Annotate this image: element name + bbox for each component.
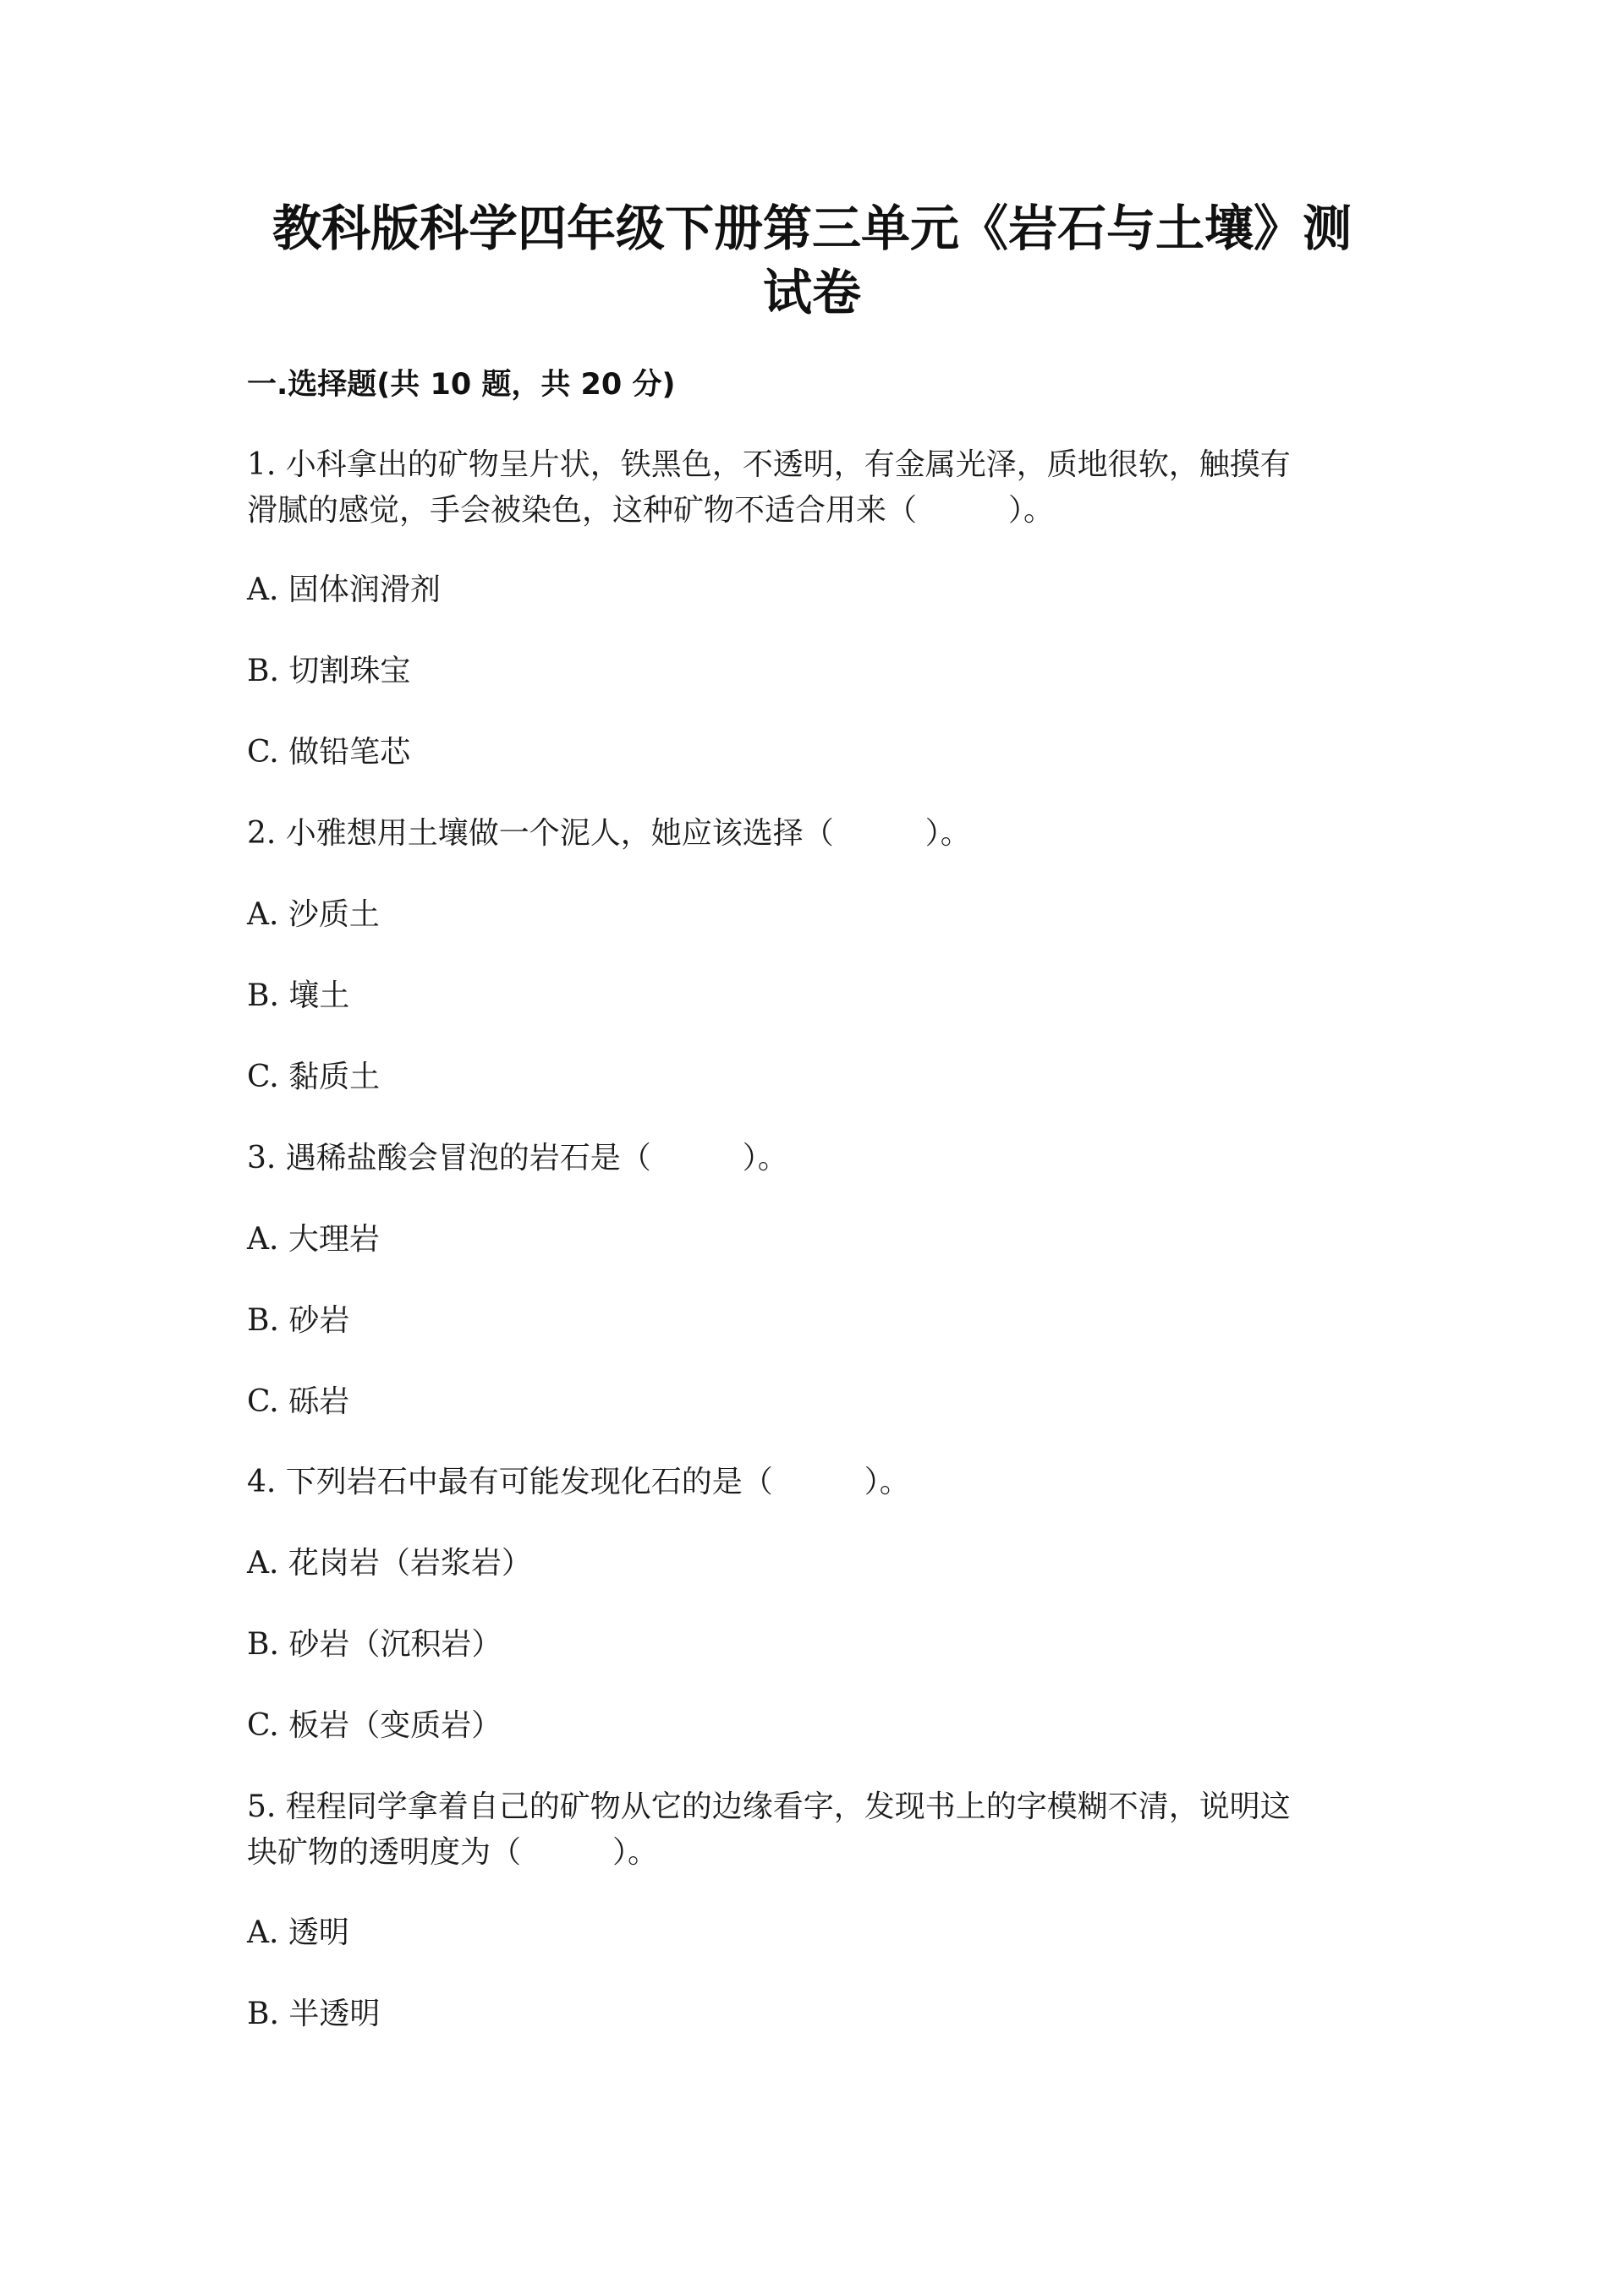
- question-2-stem: 2. 小雅想用土壤做一个泥人，她应该选择（ ）。: [247, 816, 971, 851]
- title-line-2: 试卷: [762, 264, 861, 321]
- question-3-option-b: B. 砂岩: [247, 1303, 350, 1338]
- question-1-option-a: A. 固体润滑剂: [247, 573, 441, 607]
- question-4-stem: 4. 下列岩石中最有可能发现化石的是（ ）。: [247, 1465, 910, 1499]
- question-3-option-c: C. 砾岩: [247, 1384, 350, 1419]
- question-5-stem-line-1: 5. 程程同学拿着自己的矿物从它的边缘看字，发现书上的字模糊不清，说明这: [247, 1789, 1291, 1824]
- question-4-option-c: C. 板岩（变质岩）: [247, 1708, 502, 1743]
- question-5-option-a: A. 透明: [247, 1915, 349, 1950]
- question-3-stem: 3. 遇稀盐酸会冒泡的岩石是（ ）。: [247, 1141, 788, 1175]
- page-title: [169, 196, 1455, 325]
- question-5-stem-line-2: 块矿物的透明度为（ ）。: [247, 1835, 659, 1870]
- question-1-stem-line-1: 1. 小科拿出的矿物呈片状，铁黑色，不透明，有金属光泽，质地很软，触摸有: [247, 447, 1291, 482]
- question-2-option-a: A. 沙质土: [247, 897, 380, 932]
- title-line-1: 教科版科学四年级下册第三单元《岩石与土壤》测: [272, 200, 1352, 257]
- question-5-option-b: B. 半透明: [247, 1997, 381, 2031]
- question-2-option-c: C. 黏质土: [247, 1060, 381, 1094]
- question-1-stem-line-2: 滑腻的感觉，手会被染色，这种矿物不适合用来（ ）。: [247, 493, 1055, 528]
- question-4-option-b: B. 砂岩（沉积岩）: [247, 1627, 502, 1662]
- question-2-option-b: B. 壤土: [247, 978, 350, 1013]
- question-4-option-a: A. 花岗岩（岩浆岩）: [247, 1546, 532, 1581]
- question-3-option-a: A. 大理岩: [247, 1222, 380, 1257]
- question-1-option-b: B. 切割珠宝: [247, 654, 411, 688]
- question-1-option-c: C. 做铅笔芯: [247, 735, 411, 770]
- section-heading: 一.选择题(共 10 题，共 20 分): [247, 368, 676, 402]
